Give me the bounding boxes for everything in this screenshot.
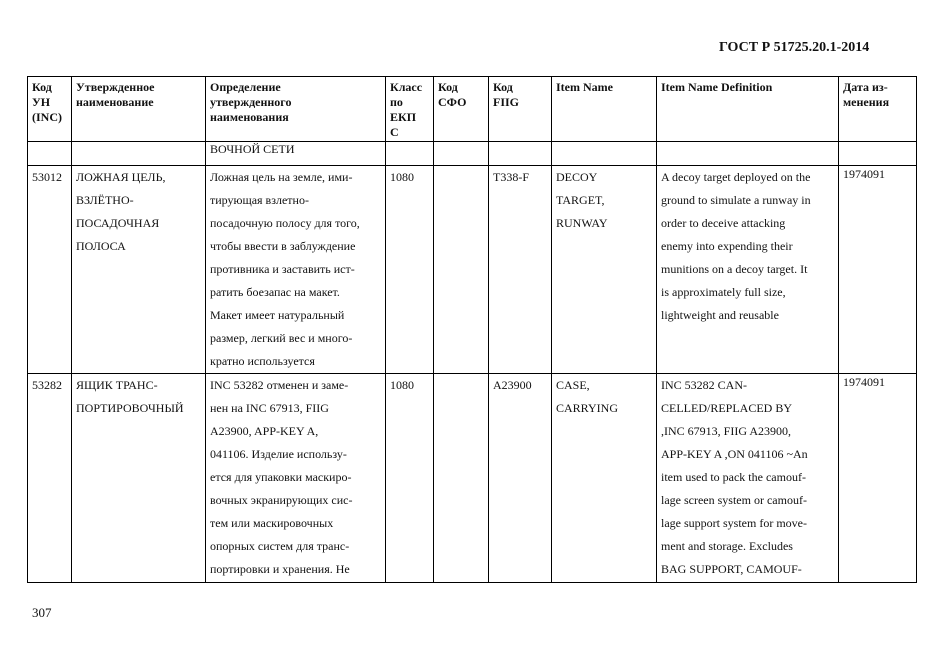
cell-line: нен на INC 67913, FIIG	[210, 401, 329, 415]
cell-fiig: T338-F	[489, 166, 552, 374]
cell-line: Класс	[390, 80, 423, 94]
cell-line: ПОРТИРОВОЧНЫЙ	[76, 401, 184, 415]
header-item-name-definition	[657, 77, 839, 142]
cell-line: размер, легкий вес и много-	[210, 331, 353, 345]
cell-line: СФО	[438, 95, 467, 109]
cell-line: ЯЩИК ТРАНС-	[76, 378, 158, 392]
table-row	[28, 374, 917, 583]
cell-line: кратно используется	[210, 354, 315, 368]
cell-line: DECOY	[556, 170, 598, 184]
cell-line: FIIG	[493, 95, 520, 109]
cell-line: enemy into expending their	[661, 239, 793, 253]
cell-line: A23900, APP-KEY A,	[210, 424, 319, 438]
cell-line: lage screen system or camouf-	[661, 493, 807, 507]
cell-line: ПОЛОСА	[76, 239, 126, 253]
cell-line: CARRYING	[556, 401, 619, 415]
cell-line: ЕКП	[390, 110, 417, 124]
cell-line: по	[390, 95, 403, 109]
cell-line: Код	[32, 80, 52, 94]
cell-class: 1080	[386, 166, 434, 374]
continuation-row	[28, 142, 917, 166]
cell-line: BAG SUPPORT, CAMOUF-	[661, 562, 802, 576]
cell-line: ment and storage. Excludes	[661, 539, 793, 553]
cell-line: Утвержденное	[76, 80, 155, 94]
cell-line: INC 53282 отменен и заме-	[210, 378, 349, 392]
cell-line: ВЗЛЁТНО-	[76, 193, 134, 207]
cell-line: Item Name Definition	[661, 80, 773, 94]
cell-sfo	[434, 374, 489, 583]
cell-line: lage support system for move-	[661, 516, 807, 530]
cell-line: вочных экранирующих сис-	[210, 493, 353, 507]
header-sfo	[434, 77, 489, 142]
cell-line: RUNWAY	[556, 216, 608, 230]
document-header: ГОСТ Р 51725.20.1-2014	[719, 40, 870, 55]
cell-line: CASE,	[556, 378, 590, 392]
cell-line: item used to pack the camouf-	[661, 470, 806, 484]
cell-inc: 53282	[28, 374, 72, 583]
cell-item-name	[552, 166, 657, 374]
item-name-table	[27, 76, 917, 583]
cell-change-date: 1974091	[839, 374, 917, 583]
cell-line: (INC)	[32, 110, 62, 124]
cell-line: С	[390, 125, 399, 139]
header-fiig	[489, 77, 552, 142]
cell-fiig: A23900	[489, 374, 552, 583]
cell-line: ЛОЖНАЯ ЦЕЛЬ,	[76, 170, 166, 184]
cell-line: munitions on a decoy target. It	[661, 262, 808, 276]
cell-line: утвержденного	[210, 95, 292, 109]
cell-line: Код	[438, 80, 458, 94]
cell-line: противника и заставить ист-	[210, 262, 355, 276]
cell-line: Item Name	[556, 80, 613, 94]
cell-line: is approximately full size,	[661, 285, 786, 299]
cell-line: УН	[32, 95, 51, 109]
cell-line: чтобы ввести в заблуждение	[210, 239, 356, 253]
cell-definition	[206, 166, 386, 374]
header-class	[386, 77, 434, 142]
cell-line: Дата из-	[843, 80, 888, 94]
cell-item-name-definition	[657, 166, 839, 374]
table-row	[28, 166, 917, 374]
header-change-date	[839, 77, 917, 142]
cell-line: менения	[843, 95, 890, 109]
cell-sfo	[434, 166, 489, 374]
page-number: 307	[32, 605, 52, 620]
cell-line: тем или маскировочных	[210, 516, 334, 530]
cell-line: Код	[493, 80, 513, 94]
table-header-row	[28, 77, 917, 142]
cell-line: TARGET,	[556, 193, 605, 207]
cell-line: A decoy target deployed on the	[661, 170, 811, 184]
cell-line: INC 53282 CAN-	[661, 378, 747, 392]
cell-line: lightweight and reusable	[661, 308, 779, 322]
cell-line: ground to simulate a runway in	[661, 193, 811, 207]
cell-change-date: 1974091	[839, 166, 917, 374]
header-inc	[28, 77, 72, 142]
cell-line: наименования	[210, 110, 289, 124]
cell-line: ется для упаковки маскиро-	[210, 470, 352, 484]
cell-line: CELLED/REPLACED BY	[661, 401, 792, 415]
cell-line: тирующая взлетно-	[210, 193, 309, 207]
cell-line: посадочную полосу для того,	[210, 216, 360, 230]
cell-line: ПОСАДОЧНАЯ	[76, 216, 160, 230]
cell-item-name-definition	[657, 374, 839, 583]
cell-approved-name	[72, 166, 206, 374]
cell-line: наименование	[76, 95, 154, 109]
header-approved-name	[72, 77, 206, 142]
cell-approved-name	[72, 374, 206, 583]
continuation-definition: ВОЧНОЙ СЕТИ	[206, 142, 386, 166]
cell-line: Определение	[210, 80, 281, 94]
cell-line: APP-KEY A ,ON 041106 ~An	[661, 447, 808, 461]
header-item-name	[552, 77, 657, 142]
cell-item-name	[552, 374, 657, 583]
cell-class: 1080	[386, 374, 434, 583]
cell-line: ратить боезапас на макет.	[210, 285, 340, 299]
cell-inc: 53012	[28, 166, 72, 374]
cell-definition	[206, 374, 386, 583]
cell-line: Ложная цель на земле, ими-	[210, 170, 353, 184]
cell-line: 041106. Изделие использу-	[210, 447, 347, 461]
cell-line: опорных систем для транс-	[210, 539, 350, 553]
cell-line: order to deceive attacking	[661, 216, 786, 230]
cell-line: Макет имеет натуральный	[210, 308, 345, 322]
cell-line: портировки и хранения. Не	[210, 562, 350, 576]
header-definition	[206, 77, 386, 142]
cell-line: ,INC 67913, FIIG A23900,	[661, 424, 792, 438]
